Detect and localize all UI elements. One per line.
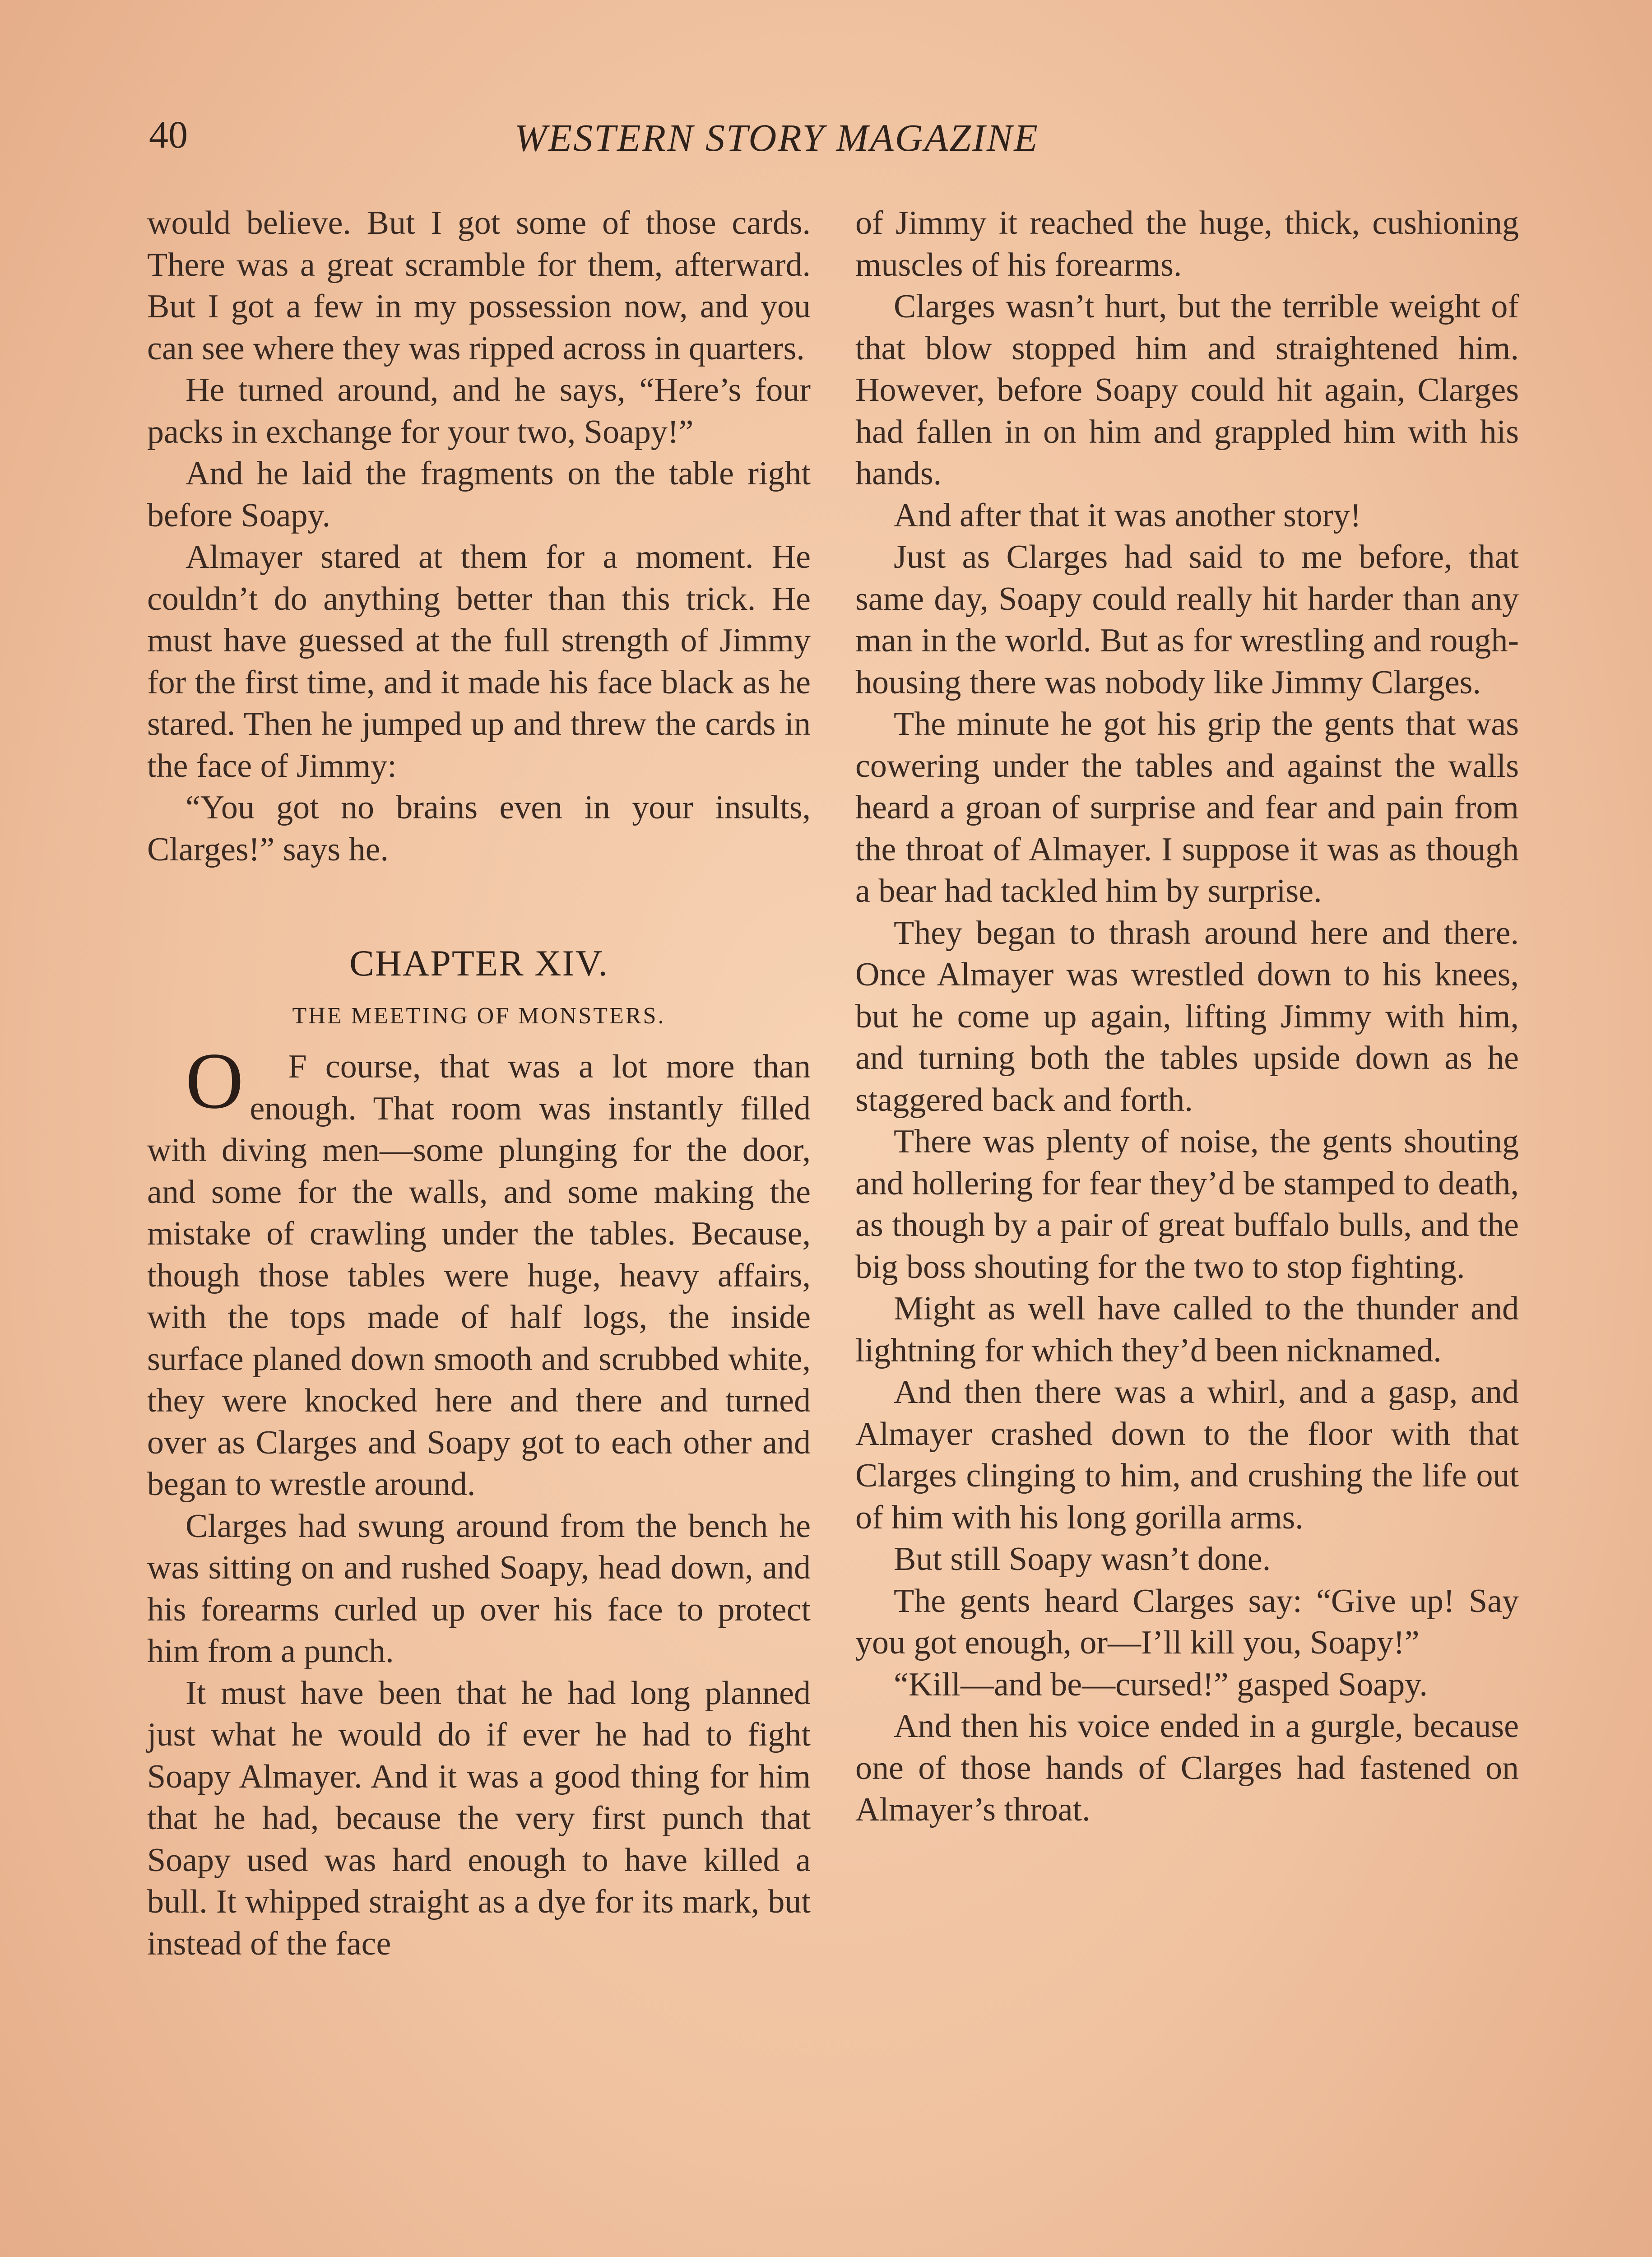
paragraph: Just as Clarges had said to me before, that same day, Soapy could really hit harder than any man in the world. But as for wrestling and rough-housing there was nobody like Jimmy Clarges. xyxy=(855,539,1519,701)
paragraph: And he laid the fragments on the table right before Soapy. xyxy=(147,455,811,534)
paragraph: Clarges wasn’t hurt, but the terrible weight of that blow stopped him and straightened him. However, before Soapy could hit again, Clarges had fallen in on him and grappled him with his hands. xyxy=(855,288,1519,492)
paragraph: He turned around, and he says, “Here’s four packs in exchange for your two, Soapy!” xyxy=(147,372,811,450)
paragraph: Might as well have called to the thunder and lightning for which they’d been nicknamed. xyxy=(855,1290,1519,1369)
paragraph: And after that it was another story! xyxy=(894,497,1361,534)
paragraph: Almayer stared at them for a moment. He couldn’t do anything better than this trick. He must have guessed at the full strength of Jimmy for the first time, and it made his face black as he stared. Then he jumped up and threw the cards in the face of Jimmy: xyxy=(147,539,811,785)
paragraph-text: F course, that was a lot more than enough. That room was instantly filled with diving men—some plunging for the door, and some for the walls, and some making the mistake of crawling under the tables. Because, though those tables were huge, heavy affairs, with the tops made of half logs, the inside surface planed down smooth and scrubbed white, they were knocked here and there and turned over as Clarges and Soapy got to each other and began to wrestle around. xyxy=(147,1048,811,1503)
paragraph: But still Soapy wasn’t done. xyxy=(894,1541,1271,1578)
right-column xyxy=(855,202,1519,1831)
drop-cap-letter: O xyxy=(186,1036,244,1125)
paragraph: “You got no brains even in your insults, Clarges!” says he. xyxy=(147,789,811,868)
chapter-title: CHAPTER XIV. xyxy=(349,943,608,984)
paragraph: “Kill—and be—cursed!” gasped Soapy. xyxy=(894,1666,1428,1703)
running-head: WESTERN STORY MAGAZINE xyxy=(515,116,1039,159)
chapter-subtitle: THE MEETING OF MONSTERS. xyxy=(292,1003,666,1029)
paragraph: And then his voice ended in a gurgle, because one of those hands of Clarges had fastened on Almayer’s throat. xyxy=(855,1708,1519,1828)
paragraph: of Jimmy it reached the huge, thick, cushioning muscles of his forearms. xyxy=(855,204,1519,283)
paragraph: The gents heard Clarges say: “Give up! Say you got enough, or—I’ll kill you, Soapy!” xyxy=(855,1582,1519,1661)
paragraph: It must have been that he had long planned just what he would do if ever he had to fight Soapy Almayer. And it was a good thing for him that he had, because the very first punch that Soapy used was hard enough to have killed a bull. It whipped straight as a dye for its mark, but instead of the face xyxy=(147,1674,811,1962)
paragraph: Clarges had swung around from the bench he was sitting on and rushed Soapy, head down, and his forearms curled up over his face to protect him from a punch. xyxy=(147,1507,811,1670)
chapter-opening-paragraph xyxy=(147,1036,811,1505)
paragraph: They began to thrash around here and there. Once Almayer was wrestled down to his knees, but he come up again, lifting Jimmy with him, and turning both the tables upside down as he staggered back and forth. xyxy=(855,914,1519,1119)
paragraph: would believe. But I got some of those cards. There was a great scramble for them, afterward. But I got a few in my possession now, and you can see where they was ripped across in quarters. xyxy=(147,204,811,367)
paragraph: The minute he got his grip the gents that was cowering under the tables and against the walls heard a groan of surprise and fear and pain from the throat of Almayer. I suppose it was as though a bear had tackled him by surprise. xyxy=(855,706,1519,910)
paragraph: There was plenty of noise, the gents shouting and hollering for fear they’d be stamped to death, as though by a pair of great buffalo bulls, and the big boss shouting for the two to stop fighting. xyxy=(855,1123,1519,1286)
left-column xyxy=(147,202,811,1964)
page-number: 40 xyxy=(149,113,188,156)
paragraph: And then there was a whirl, and a gasp, and Almayer crashed down to the floor with that Clarges clinging to him, and crushing the life out of him with his long gorilla arms. xyxy=(855,1374,1519,1536)
